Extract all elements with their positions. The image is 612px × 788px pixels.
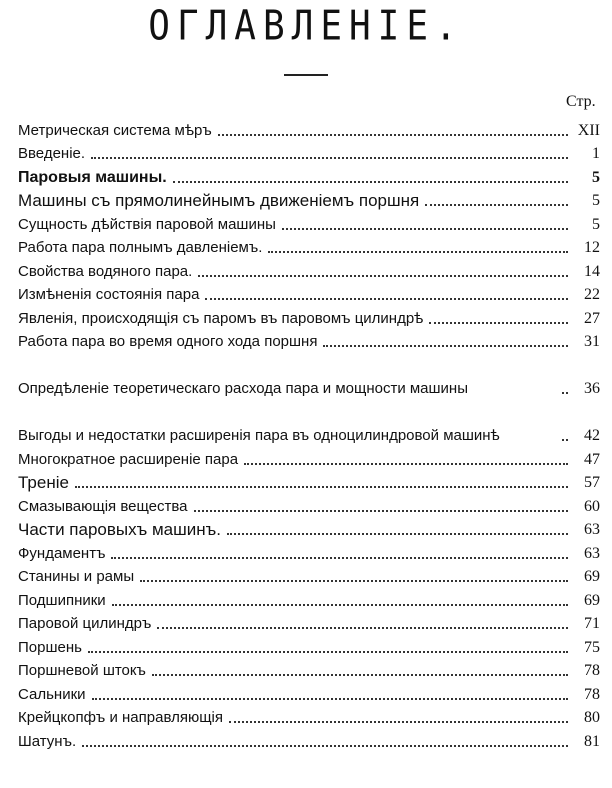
dot-leader	[194, 509, 568, 512]
toc-entry	[18, 140, 600, 164]
dot-leader	[91, 156, 568, 159]
toc-entry-page: 60	[584, 497, 600, 515]
toc-entry	[18, 563, 600, 587]
toc-entry	[18, 328, 600, 352]
toc-entry-page: 80	[584, 709, 600, 726]
toc-entry-page: 71	[584, 615, 600, 632]
toc-entry-page: 5	[592, 168, 600, 186]
page-title: ОГЛАВЛЕНІЕ.	[148, 2, 464, 51]
dot-leader	[92, 697, 568, 700]
toc-subsection-heading	[18, 516, 600, 540]
dot-leader	[268, 250, 568, 253]
dot-leader	[173, 180, 568, 183]
page-column-label: Стр.	[566, 93, 596, 110]
toc-entry-page: 81	[584, 732, 600, 750]
toc-entry-page: 27	[584, 309, 600, 327]
toc-entry	[18, 469, 600, 493]
toc-entry	[18, 586, 600, 610]
toc-entry	[18, 398, 600, 445]
toc-entry-title: Метрическая система мѣръ	[18, 121, 212, 139]
toc-entry	[18, 304, 600, 328]
dot-leader	[112, 603, 568, 606]
toc-entry-page: 69	[584, 591, 600, 609]
toc-entry-title: Работа пара во время одного хода поршня	[18, 333, 318, 350]
toc-entry	[18, 492, 600, 516]
toc-entry	[18, 445, 600, 469]
toc-entry-title: Явленія, происходящія съ паромъ въ паровомъ цилиндрѣ	[18, 309, 424, 327]
toc-entry-title: Свойства водяного пара.	[18, 262, 193, 280]
toc-entry-page: 47	[584, 450, 600, 468]
toc-entry-page: 1	[592, 145, 600, 162]
toc-entry-title: Станины и рамы	[18, 568, 135, 585]
toc-entry-page: 5	[592, 192, 600, 209]
toc-entry-title: Машины съ прямолинейнымъ движеніемъ поршня	[18, 191, 420, 210]
toc-entry-title: Треніе	[18, 473, 69, 492]
toc-entry	[18, 704, 600, 728]
dot-leader	[152, 673, 568, 676]
dot-leader	[429, 321, 568, 324]
toc-entry-page: 63	[584, 544, 600, 562]
toc-entry-title: Измѣненія состоянія пара	[18, 286, 200, 303]
toc-entry-page: 36	[584, 380, 600, 397]
dot-leader	[157, 626, 568, 629]
toc-entry	[18, 727, 600, 751]
toc-entry-title: Выгоды и недостатки расширенія пара въ одноцилиндровой машинѣ	[18, 427, 500, 444]
toc-entry-title: Поршневой штокъ	[18, 662, 146, 679]
toc-entry	[18, 610, 600, 634]
dot-leader	[218, 133, 568, 136]
toc-entry-page: 22	[584, 286, 600, 303]
dot-leader	[205, 297, 568, 300]
toc-entry-title: Паровыя машины.	[18, 168, 167, 186]
dot-leader	[425, 203, 568, 206]
dot-leader	[88, 650, 568, 653]
dot-leader	[244, 462, 568, 465]
toc-entry-title: Шатунъ.	[18, 732, 77, 750]
toc-entry	[18, 680, 600, 704]
toc-entry-page: 78	[584, 685, 600, 703]
toc-entry-page: 63	[584, 521, 600, 538]
toc-entry-page: XII	[577, 121, 600, 139]
toc-entry-title: Многократное расширеніе пара	[18, 450, 239, 468]
toc-entry-title: Поршень	[18, 638, 82, 656]
dot-leader	[198, 274, 568, 277]
toc-entry-title: Работа пара полнымъ давленіемъ.	[18, 239, 263, 256]
toc-entry-title: Крейцкопфъ и направляющія	[18, 709, 223, 726]
dot-leader	[227, 532, 568, 535]
dot-leader	[323, 344, 568, 347]
toc-entry-title: Опредѣленіе теоретическаго расхода пара и мощности машины	[18, 380, 468, 397]
title-divider	[284, 74, 328, 76]
toc-entry-title: Введеніе.	[18, 145, 86, 162]
toc-entry	[18, 657, 600, 681]
toc-entry-page: 5	[592, 215, 600, 233]
dot-leader	[562, 391, 568, 394]
toc-entry-page: 31	[584, 333, 600, 350]
toc-entry	[18, 539, 600, 563]
toc-entry-page: 14	[584, 262, 600, 280]
toc-entry	[18, 210, 600, 234]
toc-entry-title: Сущность дѣйствія паровой машины	[18, 215, 276, 233]
toc-entry	[18, 633, 600, 657]
toc-entry-page: 12	[584, 239, 600, 256]
toc-subsection-heading	[18, 187, 600, 211]
toc-entry	[18, 116, 600, 140]
dot-leader	[229, 720, 568, 723]
toc-entry-page: 75	[584, 638, 600, 656]
toc-entry-title: Паровой цилиндръ	[18, 615, 152, 632]
toc-entry	[18, 257, 600, 281]
toc-entry-page: 69	[584, 568, 600, 585]
toc-entry-title: Сальники	[18, 685, 86, 703]
toc-entry-page: 42	[584, 427, 600, 444]
toc-entry	[18, 281, 600, 305]
toc-entry-title: Подшипники	[18, 591, 106, 609]
table-of-contents	[18, 116, 600, 751]
toc-entry-title: Части паровыхъ машинъ.	[18, 520, 221, 539]
dot-leader	[562, 438, 568, 441]
dot-leader	[82, 744, 568, 747]
toc-entry-title: Фундаментъ	[18, 544, 106, 562]
dot-leader	[282, 227, 568, 230]
dot-leader	[75, 485, 568, 488]
toc-entry-page: 78	[584, 662, 600, 679]
toc-entry-page: 57	[584, 474, 600, 491]
dot-leader	[111, 556, 568, 559]
toc-section-heading	[18, 163, 600, 187]
toc-entry-title: Смазывающія вещества	[18, 497, 188, 515]
toc-entry	[18, 234, 600, 258]
toc-entry	[18, 351, 600, 398]
dot-leader	[140, 579, 568, 582]
